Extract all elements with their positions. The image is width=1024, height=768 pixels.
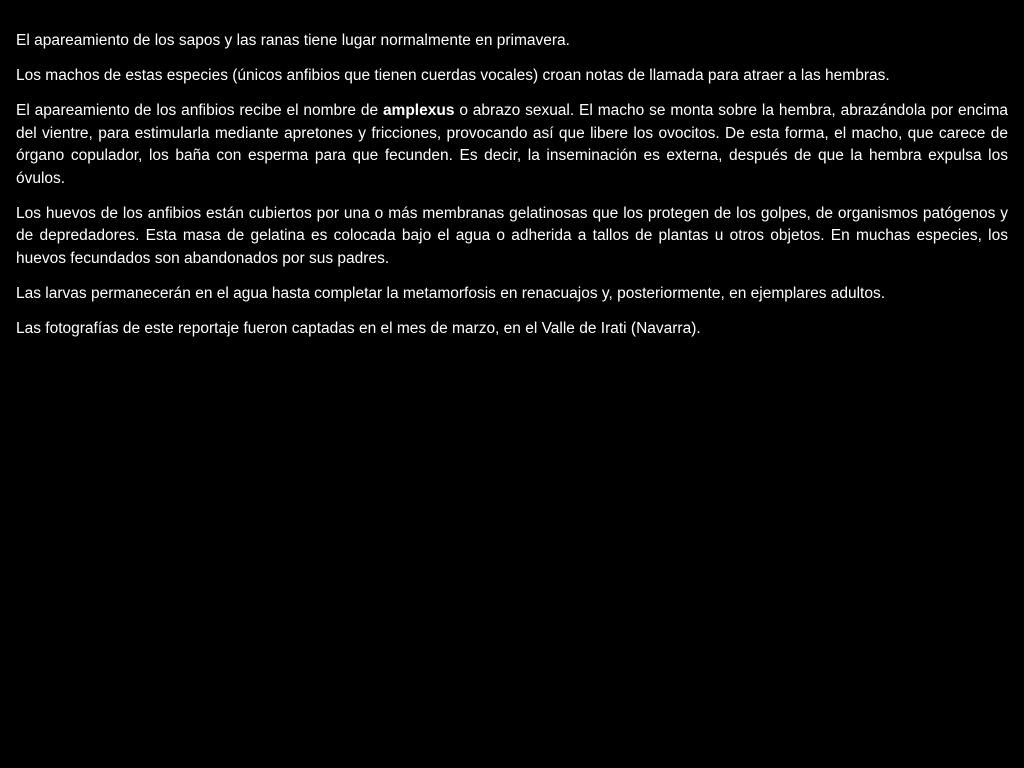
paragraph-amplexus	[16, 100, 1008, 190]
paragraph-mating-season: El apareamiento de los sapos y las ranas tiene lugar normalmente en primavera.	[16, 32, 570, 49]
amplexus-text-before: El apareamiento de los anfibios recibe el nombre de	[16, 102, 383, 119]
paragraph-photo-credits: Las fotografías de este reportaje fueron captadas en el mes de marzo, en el Valle de Irati (Navarra).	[16, 319, 701, 337]
amplexus-text-after: o abrazo sexual. El macho se monta sobre la hembra, abrazándola por encima del vientre, para estimularla mediante apretones y fricciones, provocando así que libere los ovocitos. De esta forma, el macho, que carece de órgano copulador, los baña con esperma para que fecunden. Es decir, la inseminación es externa, después de que la hembra expulsa los óvulos.	[16, 102, 1008, 187]
paragraph-larvae: Las larvas permanecerán en el agua hasta completar la metamorfosis en renacuajos y, posteriormente, en ejemplares adultos.	[16, 284, 886, 302]
paragraph-male-calls: Los machos de estas especies (únicos anfibios que tienen cuerdas vocales) croan notas de llamada para atraer a las hembras.	[16, 67, 890, 84]
text-content	[16, 30, 1008, 353]
paragraph-eggs: Los huevos de los anfibios están cubiertos por una o más membranas gelatinosas que los protegen de los golpes, de organismos patógenos y de depredadores. Esta masa de gelatina es colocada bajo el agua o adherida a tallos de plantas u otros objetos. En muchas especies, los huevos fecundados son abandonados por sus padres.	[16, 204, 1008, 267]
amplexus-term: amplexus	[382, 102, 455, 119]
